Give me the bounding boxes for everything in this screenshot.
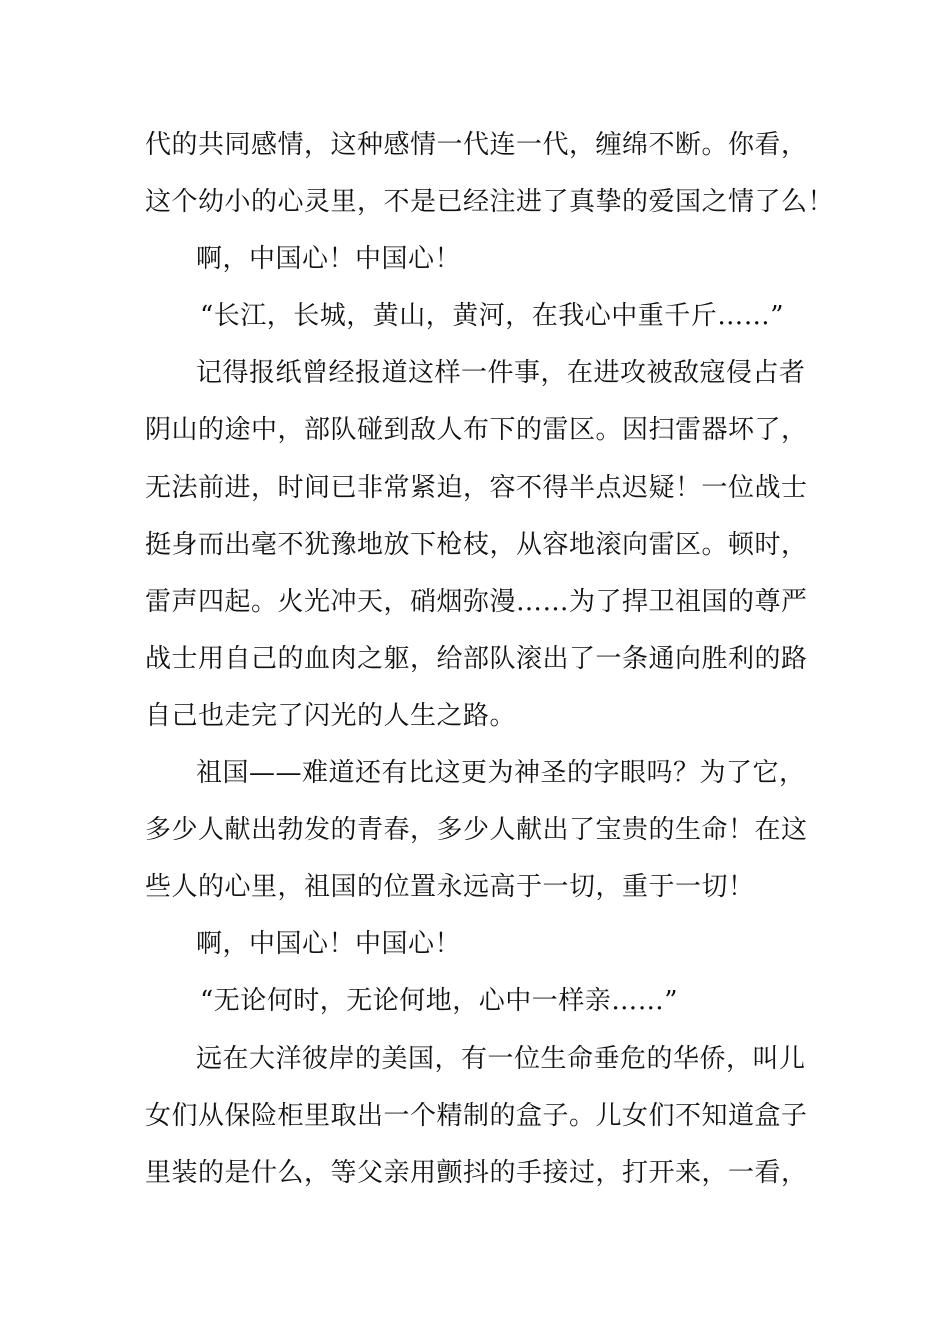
- text-line-9: 雷声四起。火光冲天，硝烟弥漫……为了捍卫祖国的尊严: [145, 587, 808, 617]
- text-line-18: 女们从保险柜里取出一个精制的盒子。儿女们不知道盒子: [145, 1101, 808, 1131]
- text-line-14: 些人的心里，祖国的位置永远高于一切，重于一切！: [145, 872, 755, 902]
- text-line-4: “长江，长城，黄山，黄河，在我心中重千斤……”: [200, 301, 785, 331]
- text-line-19: 里装的是什么，等父亲用颤抖的手接过，打开来，一看，: [145, 1158, 808, 1188]
- text-line-6: 阴山的途中，部队碰到敌人布下的雷区。因扫雷器坏了，: [145, 415, 808, 445]
- text-line-15: 啊，中国心！中国心！: [196, 929, 462, 959]
- text-line-2: 这个幼小的心灵里，不是已经注进了真挚的爱国之情了么！: [145, 187, 835, 217]
- text-line-13: 多少人献出勃发的青春，多少人献出了宝贵的生命！在这: [145, 815, 808, 845]
- text-line-11: 自己也走完了闪光的人生之路。: [145, 701, 517, 731]
- text-line-10: 战士用自己的血肉之躯，给部队滚出了一条通向胜利的路: [145, 644, 808, 674]
- text-line-12: 祖国——难道还有比这更为神圣的字眼吗？为了它，: [196, 758, 806, 788]
- text-line-3: 啊，中国心！中国心！: [196, 244, 462, 274]
- text-line-7: 无法前进，时间已非常紧迫，容不得半点迟疑！一位战士: [145, 473, 808, 503]
- text-line-5: 记得报纸曾经报道这样一件事，在进攻被敌寇侵占者: [196, 358, 806, 388]
- text-line-17: 远在大洋彼岸的美国，有一位生命垂危的华侨，叫儿: [196, 1044, 806, 1074]
- text-line-16: “无论何时，无论何地，心中一样亲……”: [200, 986, 679, 1016]
- text-line-8: 挺身而出毫不犹豫地放下枪枝，从容地滚向雷区。顿时，: [145, 530, 808, 560]
- text-line-1: 代的共同感情，这种感情一代连一代，缠绵不断。你看，: [145, 130, 808, 160]
